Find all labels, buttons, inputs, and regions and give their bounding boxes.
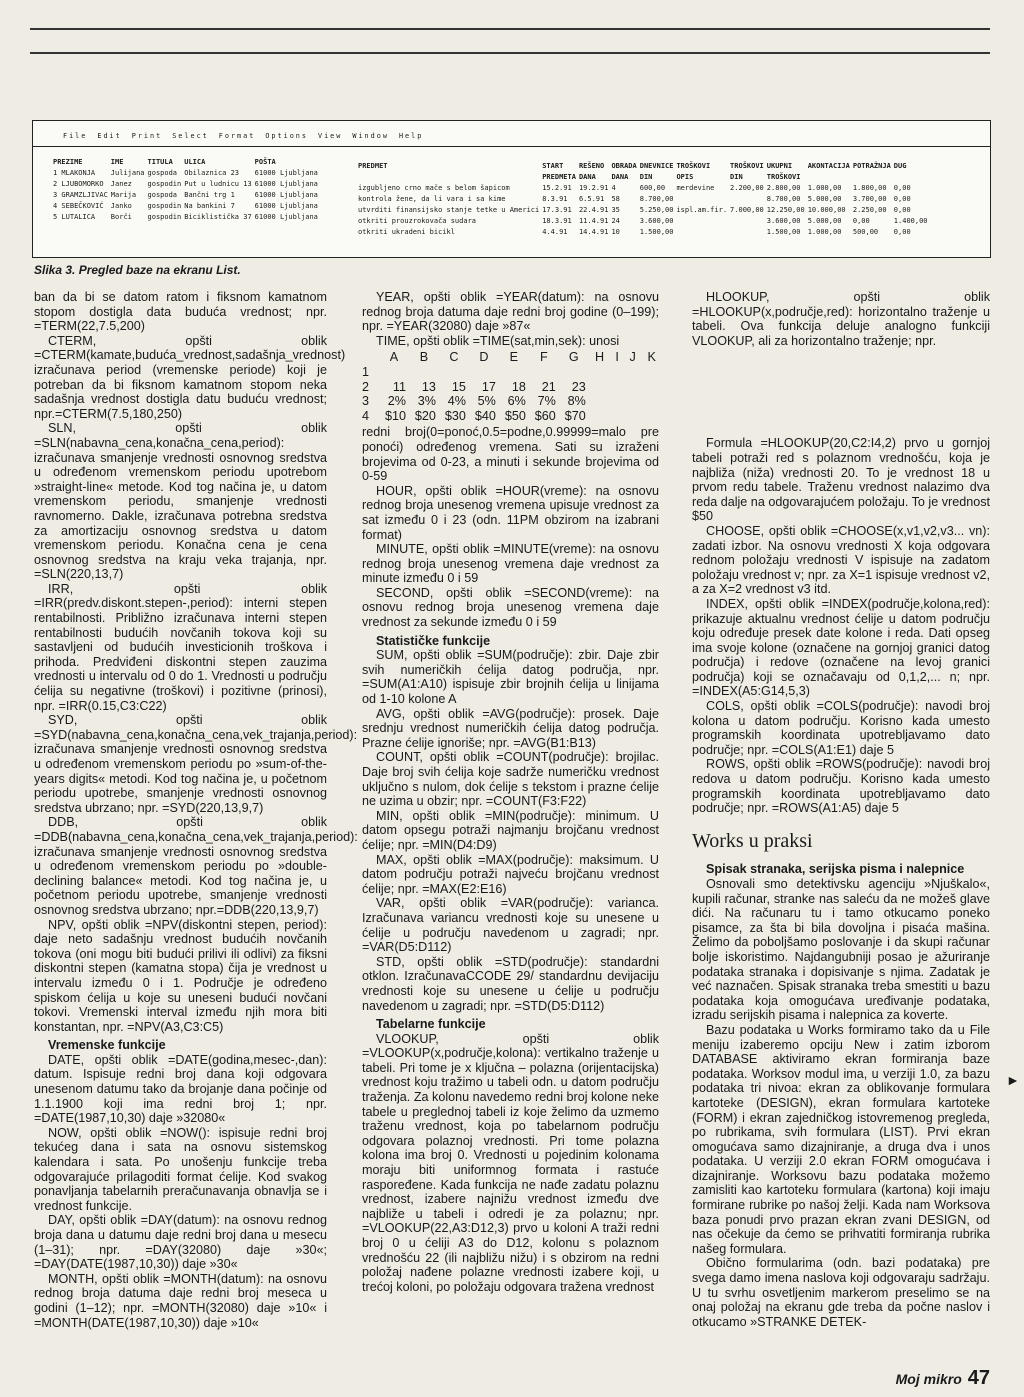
table-row[interactable]: [358, 205, 931, 216]
table-cell: Janko: [110, 202, 132, 210]
menu-divider: [33, 146, 990, 147]
paragraph: Osnovali smo detektivsku agenciju »Njuškalo«, kupili računar, stranke nas saleću da ne možeš glave dići. Na računaru tu i tamo otkucamo poneko pisamce, za šta bi bila dovoljna i pisaća mašina. Želimo da poboljšamo poslovanje i da skupi računar bolje iskoristimo. Najdangubniji posao je ažuriranje podataka stranaka i dopisivanje s njima. Zadatak je već naznačen. Spisak stranaka treba smestiti u bazu podataka koja omogućava uređivanje podataka, izradu serijskih pisama i nalepnica za koverte.: [692, 877, 990, 1023]
section-heading: Statističke funkcije: [376, 633, 491, 648]
paragraph: STD, opšti oblik =STD(područje): standardni otklon. IzračunavaCCODE 29/ standardnu devijaciju vrednosti koje su unesene u ćelije u području navedenom u zagradi; npr. =STD(D5:D112): [362, 954, 659, 1013]
right-table: [358, 161, 931, 238]
table-cell: 61000 Ljubljana: [254, 169, 318, 177]
grid-cell: [586, 365, 608, 380]
grid-column-letter: H: [595, 350, 605, 365]
grid-cell: 3%: [417, 394, 436, 409]
grid-cell: [436, 365, 466, 380]
grid-cell: $20: [414, 408, 436, 423]
paragraph: SECOND, opšti oblik =SECOND(vreme): na osnovu rednog broja unesenog vremena daje vrednost za sekunde između 0 i 59: [362, 585, 659, 630]
paragraph: ban da bi se datom ratom i fiksnom kamatnom stopom dostigla data buduća vrednost; npr. =TERM(22,7.5,200): [34, 290, 327, 334]
table-row[interactable]: [53, 179, 321, 190]
table-cell: gospodin: [147, 180, 182, 188]
grid-cell: [556, 365, 586, 380]
table-cell: otkriti prouzrokovača sudara: [358, 217, 477, 225]
table-header: [358, 172, 931, 183]
paragraph: Bazu podataka u Works formiramo tako da u File meniju izaberemo opciju New i zatim izborom DATABASE aktiviramo ekran formiranja baze podataka. Worksov modul ima, u verziji 1.0, za bazu podataka tri nivoa: ekran za oblikovanje formulara kartoteke (DESIGN), ekran formulara kartoteke (FORM) i ekran zajedničkog istovremenog pregleda, po rubrikama, svih formulara (LIST). Prvi ekran omogućava samo dizajniranje, a druga dva i unos podataka. U verziji 2.0 ekran FORM omogućava i dizajniranje. Worksovu bazu podataka možemo zamisliti kao kartoteku formulara (kartona) koji imaju formirane rubrike po našoj želji. Kada nam Worksova baza ponudi prvo prazan ekran zvani DESIGN, od nas očekuje da ćemo se prihvatiti formiranja rubrika našeg formulara.: [692, 1022, 990, 1256]
page-footer: [896, 1367, 990, 1390]
header-cell: [808, 172, 853, 183]
menu-item-view[interactable]: View: [318, 132, 343, 140]
grid-cell: [526, 365, 556, 380]
table-cell: 1.500,00: [766, 228, 801, 236]
table-cell: 0,00: [893, 195, 911, 203]
header-cell: DUG: [893, 162, 907, 170]
table-row[interactable]: [53, 168, 321, 179]
grid-cell: 11: [392, 379, 406, 394]
grid-cell: $50: [504, 408, 526, 423]
grid-column-letter: C: [449, 350, 459, 365]
table-cell: [730, 216, 767, 227]
paragraph: HLOOKUP, opšti oblik =HLOOKUP(x,područje,red): horizontalno traženje u tabeli. Ova funkcija deluje analogno funkciji VLOOKUP, ali za horizontalno traženje; npr.: [692, 290, 990, 348]
continue-arrow-icon: ►: [1006, 1072, 1020, 1088]
table-cell: 10.000,00: [807, 206, 846, 214]
paragraph: CTERM, opšti oblik =CTERM(kamate,buduća_vrednost,sadašnja_vrednost) izračunava period (vremenske periode) koji je potreban da bi fiksnom kamatnom stopom neka sadašnja vrednost dostigla datu buduću vrednost; npr.=CTERM(7.5,180,250): [34, 333, 346, 421]
section-heading: Tabelarne funkcije: [376, 1017, 486, 1032]
table-row[interactable]: [358, 227, 931, 238]
menu-item-window[interactable]: Window: [352, 132, 389, 140]
table-row[interactable]: [53, 212, 321, 223]
table-cell: 17.3.91: [542, 206, 572, 214]
paragraph: NPV, opšti oblik =NPV(diskontni stepen, period): daje neto sadašnju vrednost budućih novčanih tokova (oni mogu biti budući prilivi ili odlivi) za fiksni diskontni stepen (kamatna stopa) čija je vrednost u intervalu između 0 i 1. Područje je određeno spiskom ćelija u koje su uneseni budući novčani tokovi. Vremenski interval između njih mora biti konstantan, npr. =NPV(A3,C3:C5): [34, 917, 327, 1034]
grid-cell: [466, 365, 496, 380]
menu-item-select[interactable]: Select: [172, 132, 209, 140]
table-row[interactable]: [53, 190, 321, 201]
table-cell: 3 GRAMZLJIVAC: [53, 191, 108, 199]
table-cell: 7.000,00: [730, 206, 764, 214]
grid-cell: $40: [474, 408, 496, 423]
table-cell: merdevine: [676, 184, 715, 192]
table-cell: 2.800,00: [766, 184, 801, 192]
paragraph: NOW, opšti oblik =NOW(): ispisuje redni broj tekućeg dana i sata na osnovu sistemskog kalendara i sata. Po unošenju funkcije treba odgovarajuće prilagoditi format ćelije. Kod svakog ponavljanja tabelarnih preračunavanja obnavlja se i vrednost funkcije.: [34, 1125, 327, 1213]
top-rule-1: [30, 28, 990, 30]
menu-item-edit[interactable]: Edit: [97, 132, 122, 140]
table-cell: 61000 Ljubljana: [254, 213, 318, 221]
grid-cell: [406, 365, 436, 380]
paragraph: MIN, opšti oblik =MIN(područje): minimum. U datom opsegu potraži najmanju brojčanu vrednost ćelije; npr. =MIN(D4:D9): [362, 808, 659, 852]
table-header: [53, 157, 321, 168]
table-cell: 600,00: [639, 184, 666, 192]
paragraph: CHOOSE, opšti oblik =CHOOSE(x,v1,v2,v3... vn): zadati izbor. Na osnovu vrednosti X koja odgovara rednom položaju vrednosti V ispisuje na zadatom položaju vrednost v; npr. za X=1 ispisuje vrednost v2, a za X=2 vrednost v3 itd.: [692, 523, 990, 597]
table-cell: 18.3.91: [542, 217, 572, 225]
header-cell: ULICA: [184, 158, 206, 166]
column-2: [362, 290, 659, 1294]
table-cell: 0,00: [893, 228, 911, 236]
table-cell: 4: [611, 184, 616, 192]
grid-cell: $30: [444, 408, 466, 423]
paragraph: Formula =HLOOKUP(20,C2:I4,2) prvo u gornjoj tabeli potraži red s polaznom vrednošću, koja je najbliža (niža) vrednosti 20. To je vrednost 18 u prvom redu tabele. Traženu vrednost nalazimo dva reda dalje na odgovarajućem položaju. To je vrednost $50: [692, 436, 991, 524]
table-cell: 4 SEBEČKOVIĆ: [53, 202, 104, 210]
column-1: [34, 290, 358, 1330]
table-cell: 58: [611, 195, 620, 203]
table-cell: 2.200,00: [730, 184, 764, 192]
grid-cell: $70: [564, 408, 586, 423]
table-cell: kontrola žene, da li vara i sa kime: [358, 195, 506, 203]
grid-cell: $10: [384, 408, 406, 423]
table-cell: 12.250,00: [766, 206, 805, 214]
header-cell: [894, 172, 931, 183]
table-cell: 35: [611, 206, 620, 214]
left-table: [53, 157, 321, 223]
table-cell: 10: [611, 228, 620, 236]
header-cell: DANA: [578, 173, 596, 181]
table-cell: otkriti ukradeni bicikl: [358, 228, 455, 236]
grid-cell: 5%: [477, 394, 496, 409]
paragraph: AVG, opšti oblik =AVG(područje): prosek. Daje srednju vrednost numeričkih ćelija datog područja. Prazne ćelije ignoriše; npr. =AVG(B1:B13): [362, 706, 659, 750]
header-cell: START: [542, 162, 564, 170]
paragraph: COLS, opšti oblik =COLS(područje): navodi broj kolona u datom području. Korisno kada umesto programskih koordinata upotrebljavamo dato područje; npr. =COLS(A1:E1) daje 5: [692, 699, 990, 757]
table-header: [358, 161, 931, 172]
grid-cell: 17: [481, 379, 496, 394]
grid-column-letter: B: [419, 350, 429, 365]
column-3: [692, 290, 990, 1329]
paragraph: INDEX, opšti oblik =INDEX(područje,kolona,red): prikazuje aktualnu vrednost ćelije u datom području koju određuje presek date kolone i reda. Dati opseg ima svoje kolone (označene na gornjoj granici datog područja) i redove (označene na levoj granici područja) koji se označavaju od 0,1,2,... n; npr. =INDEX(A5:G14,5,3): [692, 596, 990, 699]
table-cell: Biciklistička 37: [184, 213, 252, 221]
header-cell: PREDMETA: [542, 173, 576, 181]
table-cell: Put u ludnicu 13: [184, 180, 252, 188]
grid-cell: 18: [511, 379, 526, 394]
table-cell: 14.4.91: [578, 228, 609, 236]
table-cell: [676, 194, 730, 205]
table-row[interactable]: [358, 194, 931, 205]
header-cell: [853, 172, 894, 183]
table-cell: gospoda: [147, 191, 178, 199]
table-cell: 1.400,00: [893, 217, 928, 225]
page-number: 47: [967, 1367, 990, 1389]
grid-cell: 1: [362, 364, 370, 379]
header-cell: TITULA: [147, 158, 173, 166]
table-cell: 61000 Ljubljana: [254, 191, 318, 199]
paragraph: HOUR, opšti oblik =HOUR(vreme): na osnovu rednog broja unesenog vremena upisuje vrednost za sat između 0 i 23 (odn. 11PM obzirom na izabrani format): [362, 483, 659, 542]
paragraph: SLN, opšti oblik =SLN(nabavna_cena,konačna_cena,period): izračunava smanjenje vrednosti osnovnog sredstva u određenom vremenskom periodu upotrebom »straight-line« metode. Kod tog načina je, u datom vremenskom periodu, smanjenje vrednosti ravnomerno. Dakle, izračunava potrebna sredstva za amortizaciju osnovnog sredstva u datom vremenskom periodu. Konačna cena je cena osnovnog sredstva na kraju veka trajanja, npr. =SLN(220,13,7): [34, 421, 327, 582]
menu-bar: [63, 131, 433, 142]
table-cell: 5.000,00: [807, 217, 842, 225]
table-row[interactable]: [358, 216, 931, 227]
grid-cell: 3: [362, 394, 370, 409]
grid-cell: 4%: [447, 394, 466, 409]
grid-cell: 6%: [507, 394, 526, 409]
table-cell: Marija: [110, 191, 137, 199]
header-cell: TROŠKOVI: [730, 162, 764, 170]
header-cell: TROŠKOVI: [766, 173, 801, 181]
table-row[interactable]: [358, 183, 931, 194]
table-cell: 8.700,00: [639, 195, 674, 203]
header-cell: OPIS: [676, 173, 694, 181]
table-cell: 4.4.91: [542, 228, 568, 236]
grid-column-letter: A: [389, 350, 399, 365]
paragraph: Obično formularima (odn. bazi podataka) pre svega damo imena naslova koji odgovaraju sadržaju. U tu svrhu osvetljenim markerom preselimo se na onaj položaj na ekranu gde treba da počne naslov i otkucamo »STRANKE DETEK-: [692, 1256, 990, 1329]
table-cell: 1 MLAKONJA: [53, 169, 96, 177]
screenshot-figure: [32, 120, 991, 258]
table-cell: 0,00: [852, 217, 870, 225]
table-cell: izgubljeno crno mače s belom šapicom: [358, 184, 510, 192]
table-cell: 24: [611, 217, 620, 225]
table-cell: Na bankini 7: [184, 202, 235, 210]
table-cell: 8.3.91: [542, 195, 568, 203]
grid-cell: 13: [421, 379, 436, 394]
grid-column-letter: E: [509, 350, 519, 365]
paragraph: DATE, opšti oblik =DATE(godina,mesec-,dan): datum. Ispisuje redni broj dana koji odgovara unesenom datumu tako da brojanje dana počinje od 1.1.1900 koji ima redni broj 1; npr. =DATE(1987,10,30) daje »32080«: [34, 1052, 327, 1126]
grid-column-letter: I: [615, 350, 619, 365]
table-cell: [676, 216, 730, 227]
table-cell: Obilaznica 23: [184, 169, 240, 177]
grid-cell: 2: [362, 379, 370, 394]
table-cell: 15.2.91: [542, 184, 572, 192]
grid-letter-row: [362, 350, 659, 365]
menu-item-options[interactable]: Options: [265, 132, 308, 140]
header-cell: UKUPNI: [766, 162, 793, 170]
grid-row: [362, 365, 659, 380]
table-cell: 5 LUTALICA: [53, 213, 96, 221]
table-cell: 19.2.91: [578, 184, 609, 192]
table-cell: 1.500,00: [639, 228, 674, 236]
grid-cell: 8%: [567, 394, 586, 409]
menu-item-help[interactable]: Help: [398, 132, 424, 140]
table-cell: Bančni trg 1: [184, 191, 235, 199]
paragraph: DDB, opšti oblik =DDB(nabavna_cena,konačna_cena,vek_trajanja,period): izračunava smanjenje vrednosti osnovnog sredstva u određenom vremenskom periodu po »double-declining balance« metodi. Kod tog načina je, u početnom periodu upotrebe, smanjenje vrednosti osnovnog sredstva ubrzano; npr.=DDB(220,13,9,7): [34, 815, 358, 917]
header-cell: IME: [110, 158, 124, 166]
table-cell: 500,00: [852, 228, 879, 236]
header-cell: TROŠKOVI: [676, 162, 711, 170]
grid-cell: 4: [362, 408, 370, 423]
grid-column-letter: F: [539, 350, 548, 365]
table-cell: Janez: [110, 180, 132, 188]
paragraph: SYD, opšti oblik =SYD(nabavna_cena,konačna_cena,vek_trajanja,period): izračunava smanjenje vrednosti osnovnog sredstva u određenom vremenskom periodu po »sum-of-the-years digits« metodi. Kod tog načina je, u početnom periodu upotrebe, smanjenje vrednosti osnovnog sredstva ubrzano; npr. =SYD(220,13,9,7): [34, 713, 358, 815]
grid-spacer: [692, 348, 990, 436]
header-cell: DANA: [611, 173, 629, 181]
header-cell: DNEVNICE: [639, 162, 674, 170]
grid-cell: $60: [534, 408, 556, 423]
menu-item-print[interactable]: Print: [131, 132, 163, 140]
table-cell: 2.250,00: [852, 206, 887, 214]
table-cell: 1.800,00: [852, 184, 887, 192]
table-cell: 1.000,00: [807, 184, 842, 192]
header-cell: OBRADA: [611, 162, 637, 170]
section-heading: Spisak stranaka, serijska pisma i nalepnice: [706, 862, 965, 877]
grid-cell: 7%: [537, 394, 556, 409]
grid-cell: 15: [451, 379, 466, 394]
table-cell: gospodin: [147, 202, 182, 210]
paragraph: COUNT, opšti oblik =COUNT(područje): brojilac. Daje broj svih ćelija koje sadrže numeričku vrednost uključno s nulom, dok ćelije s tekstom i prazne ćelije ne uzima u obzir; npr. =COUNT(F3:F22): [362, 750, 659, 809]
header-cell: PREZIME: [53, 158, 83, 166]
paragraph: TIME, opšti oblik =TIME(sat,min,sek): unosi: [376, 333, 620, 348]
table-cell: 0,00: [893, 206, 911, 214]
table-cell: [730, 194, 767, 205]
header-cell: POŠTA: [254, 158, 276, 166]
paragraph: DAY, opšti oblik =DAY(datum): na osnovu rednog broja dana u datumu daje redni broj dana u mesecu (1–31); npr. =DAY(32080) daje »30«; =DAY(DATE(1987,10,30)) daje »30«: [34, 1213, 327, 1272]
grid-row: [362, 394, 659, 409]
table-row[interactable]: [53, 201, 321, 212]
table-cell: Borči: [110, 213, 132, 221]
header-cell: AKONTACIJA: [807, 162, 850, 170]
table-cell: utvrditi finansijsko stanje tetke u Americi: [358, 206, 540, 214]
example-grid: [362, 350, 659, 423]
paragraph: redni broj(0=ponoć,0.5=podne,0.99999=malo pre ponoći) određenog vremena. Sati su izraženi brojevima od 0-23, a minuti i sekunde brojevima od 0-59: [362, 425, 659, 484]
grid-cell: 21: [541, 379, 556, 394]
table-cell: gospodin: [147, 213, 182, 221]
table-cell: ispl.am.fir.: [676, 206, 728, 214]
figure-caption: Slika 3. Pregled baze na ekranu List.: [34, 263, 241, 277]
table-cell: 2 LJUBOMORKO: [53, 180, 104, 188]
table-cell: 0,00: [893, 184, 911, 192]
paragraph: VAR, opšti oblik =VAR(područje): varianca. Izračunava variancu vrednosti koje su unesene u ćelije u području navedenom u zagradi; npr. =VAR(D5:D112): [362, 896, 659, 955]
paragraph: MAX, opšti oblik =MAX(područje): maksimum. U datom području potraži najveću brojčanu vrednost ćelije; npr. =MAX(E2:E16): [362, 852, 659, 896]
grid-column-letter: J: [629, 350, 636, 365]
grid-row: [362, 380, 659, 395]
table-cell: 5.000,00: [807, 195, 842, 203]
magazine-name: Moj mikro: [895, 1371, 962, 1387]
paragraph: SUM, opšti oblik =SUM(područje): zbir. Daje zbir svih numeričkih ćelija datog područja, npr. =SUM(A1:A10) ispisuje zbir brojnih ćelija u linijama od 1-10 kolone A: [362, 648, 659, 707]
grid-column-letter: K: [647, 350, 656, 365]
header-cell: POTRAŽNJA: [852, 162, 891, 170]
header-cell: [358, 172, 542, 183]
table-cell: 22.4.91: [578, 206, 609, 214]
table-cell: [730, 227, 767, 238]
paragraph: IRR, opšti oblik =IRR(predv.diskont.stepen-,period): interni stepen rentabilnosti. Približno izračunava interni stepen rentabilnosti budućih novčanih tokova koji su sastavljeni od budućih investicionih troškova i prihoda. Predviđeni diskontni stepen zauzima vrednosti u intervalu od 0 do 1. Vrednosti u području ćelija su negativne (troškovi) i pozitivne (prinosi), npr. =IRR(0.15,C3:C22): [34, 581, 327, 713]
table-cell: 11.4.91: [578, 217, 609, 225]
table-cell: 5.250,00: [639, 206, 674, 214]
table-cell: 8.700,00: [766, 195, 801, 203]
table-cell: 61000 Ljubljana: [254, 202, 318, 210]
header-cell: PREDMET: [358, 162, 388, 170]
grid-column-letter: G: [568, 350, 579, 365]
grid-corner: [362, 350, 376, 365]
header-cell: DIN: [730, 173, 743, 181]
grid-cell: [496, 365, 526, 380]
section-heading: Vremenske funkcije: [48, 1038, 166, 1053]
header-cell: REŠENO: [578, 162, 605, 170]
table-cell: Julijana: [110, 169, 145, 177]
grid-column-letter: D: [479, 350, 489, 365]
paragraph: MONTH, opšti oblik =MONTH(datum): na osnovu rednog broja datuma daje redni broj meseca u godini (1–12); npr. =MONTH(32080) daje »10« i =MONTH(DATE(1987,10,30)) daje »10«: [34, 1271, 327, 1330]
grid-cell: 2%: [387, 394, 406, 409]
grid-cell: 23: [571, 379, 586, 394]
table-cell: 3.600,00: [639, 217, 674, 225]
table-cell: 3.700,00: [852, 195, 887, 203]
table-cell: 6.5.91: [578, 195, 605, 203]
menu-item-file[interactable]: File: [63, 132, 88, 140]
grid-cell: [376, 365, 406, 380]
grid-row: [362, 409, 659, 424]
top-rule-2: [30, 52, 990, 54]
table-cell: 1.000,00: [807, 228, 842, 236]
header-cell: DIN: [639, 173, 653, 181]
paragraph: MINUTE, opšti oblik =MINUTE(vreme): na osnovu rednog broja unesenog vremena daje vrednost za minute između 0 i 59: [362, 542, 659, 586]
table-cell: gospoda: [147, 169, 178, 177]
table-cell: 61000 Ljubljana: [254, 180, 318, 188]
paragraph: ROWS, opšti oblik =ROWS(područje): navodi broj redova u datom području. Korisno kada umesto programskih koordinata upotrebljavamo dato područje; npr. =ROWS(A1:A5) daje 5: [692, 757, 990, 816]
table-cell: 3.600,00: [766, 217, 801, 225]
paragraph: VLOOKUP, opšti oblik =VLOOKUP(x,područje,kolona): vertikalno traženje u tabeli. Pri tome je x ključna – polazna (orijentacijska) vrednost koju tražimo u tabeli odn. u datom području traženja. Za kolonu navedemo redni broj kolone neke tabele u preglednoj tabeli iz koje želimo da uzmemo traženu vrednost, koja po tabelarnom području odgovara polaznoj vrednosti. Pri tome polazna kolona ima broj 0. Vrednosti u pojedinim kolonama moraju biti uniformnog formata i rastuće raspoređene. Kada funkcija ne nađe zadatu polaznu vrednost, izabere najnižu vrednost između dve najbliže u tabeli i odredi je za polaznu; npr. =VLOOKUP(22,A3:D12,3) prvo u koloni A traži redni broj 0 u ćeliji A3 do D12, kolonu s polaznom vrednošću 22 (ili najbližu nižu) i s obzirom na redni položaj nađene polazne vrednosti izabere koji, u trećoj koloni, po položaju odgovara tražena vrednost: [362, 1031, 659, 1294]
menu-item-format[interactable]: Format: [218, 132, 256, 140]
paragraph: YEAR, opšti oblik =YEAR(datum): na osnovu rednog broja datuma daje redni broj godine (0–199); npr. =YEAR(32080) daje »87«: [362, 290, 659, 334]
section-title: Works u praksi: [692, 829, 813, 852]
table-cell: [676, 227, 730, 238]
